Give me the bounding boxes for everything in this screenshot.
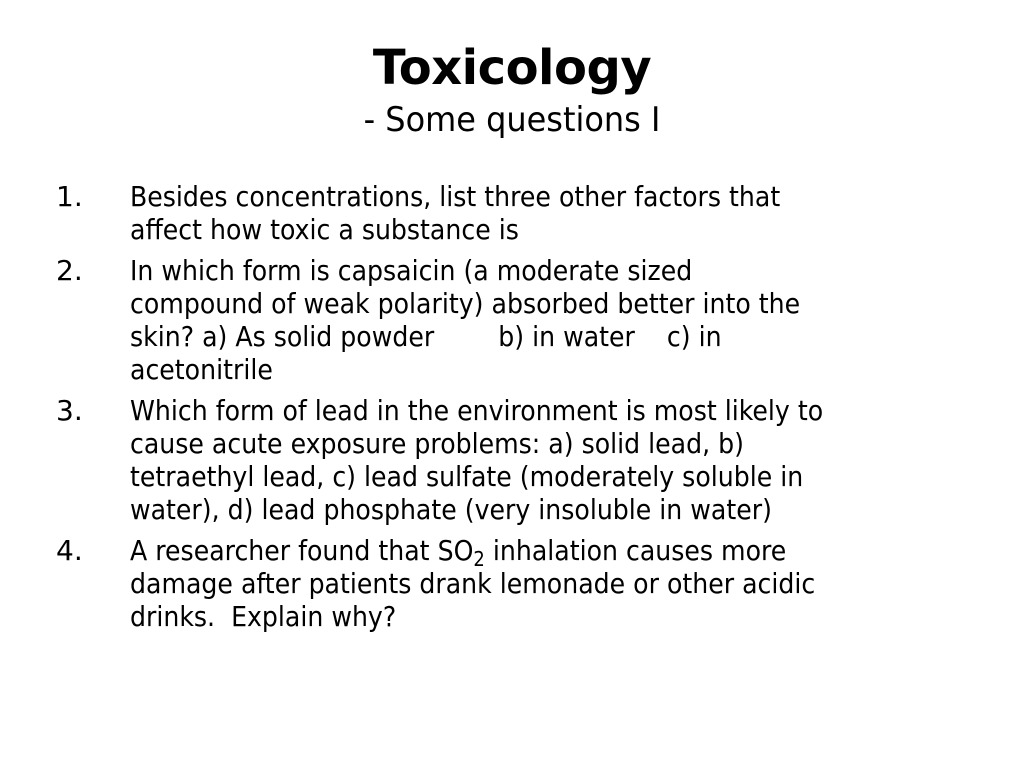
question-list: [56, 180, 976, 641]
question-line: cause acute exposure problems: a) solid lead, b): [130, 427, 744, 460]
question-number: 4.: [56, 534, 83, 567]
question-line: tetraethyl lead, c) lead sulfate (moderately soluble in: [130, 460, 804, 493]
question-text-segment: inhalation causes more: [484, 534, 787, 567]
question-line: drinks. Explain why?: [130, 600, 397, 633]
question-text: [130, 180, 975, 246]
question-item-3: [56, 394, 976, 526]
question-line: [130, 534, 975, 571]
question-text: [130, 534, 975, 633]
question-line: skin? a) As solid powder b) in water c) in: [130, 320, 722, 353]
question-item-2: [56, 254, 976, 386]
question-text: [130, 254, 975, 386]
question-line: Which form of lead in the environment is most likely to: [130, 394, 824, 427]
question-number: 2.: [56, 254, 83, 287]
question-item-1: [56, 180, 976, 246]
title-block: [0, 38, 1024, 142]
question-number: 3.: [56, 394, 83, 427]
subscript-number: 2: [473, 547, 485, 571]
question-line: In which form is capsaicin (a moderate sized: [130, 254, 693, 287]
slide-title: Toxicology: [372, 40, 652, 96]
question-line: water), d) lead phosphate (very insoluble in water): [130, 493, 772, 526]
question-line: acetonitrile: [130, 353, 273, 386]
question-line: affect how toxic a substance is: [130, 213, 519, 246]
question-number: 1.: [56, 180, 83, 213]
question-text: [130, 394, 975, 526]
question-line: Besides concentrations, list three other factors that: [130, 180, 781, 213]
question-item-4: [56, 534, 976, 633]
question-text-segment: A researcher found that SO: [130, 534, 474, 567]
question-line: damage after patients drank lemonade or other acidic: [130, 567, 816, 600]
slide-subtitle: - Some questions I: [363, 100, 661, 140]
question-line: compound of weak polarity) absorbed better into the: [130, 287, 801, 320]
